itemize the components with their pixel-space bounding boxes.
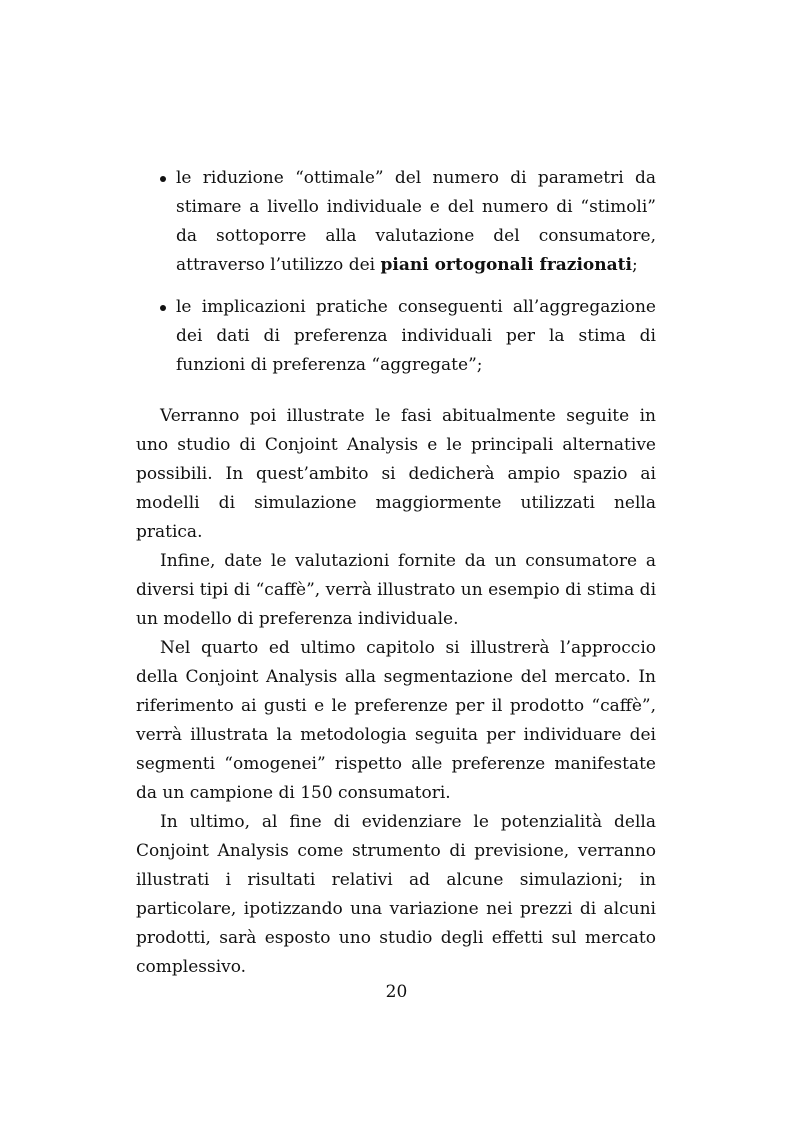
bullet-dot-icon <box>160 176 166 182</box>
page-body <box>136 164 656 982</box>
page-number: 20 <box>385 982 408 1002</box>
bullet-dot-icon <box>160 305 166 311</box>
bullet-list <box>136 164 656 380</box>
bullet-text: le riduzione “ottimale” del numero di parametri da stimare a livello individuale e del numero di “stimoli” da sottoporre alla valutazione del consumatore, attraverso l’utilizzo dei <box>176 168 656 275</box>
bullet-text: le implicazioni pratiche conseguenti all’aggregazione dei dati di preferenza individuali per la stima di funzioni di preferenza “aggregate”; <box>176 297 656 375</box>
paragraph: Verranno poi illustrate le fasi abitualmente seguite in uno studio di Conjoint Analysis e le principali alternative possibili. In quest’ambito si dedicherà ampio spazio ai modelli di simulazione maggiormente utilizzati nella pratica. <box>136 406 656 542</box>
paragraph: In ultimo, al fine di evidenziare le potenzialità della Conjoint Analysis come strumento di previsione, verranno illustrati i risultati relativi ad alcune simulazioni; in particolare, ipotizzando una variazione nei prezzi di alcuni prodotti, sarà esposto uno studio degli effetti sul mercato complessivo. <box>136 812 656 977</box>
paragraph: Infine, date le valutazioni fornite da un consumatore a diversi tipi di “caffè”, verrà illustrato un esempio di stima di un modello di preferenza individuale. <box>136 551 656 629</box>
bullet-item <box>136 164 656 280</box>
bullet-text-end: ; <box>631 255 638 275</box>
bullet-item <box>136 293 656 380</box>
paragraph: Nel quarto ed ultimo capitolo si illustrerà l’approccio della Conjoint Analysis alla segmentazione del mercato. In riferimento ai gusti e le preferenze per il prodotto “caffè”, verrà illustrata la metodologia seguita per individuare dei segmenti “omogenei” rispetto alle preferenze manifestate da un campione di 150 consumatori. <box>136 638 656 803</box>
bullet-bold-term: piani ortogonali frazionati <box>380 255 632 275</box>
